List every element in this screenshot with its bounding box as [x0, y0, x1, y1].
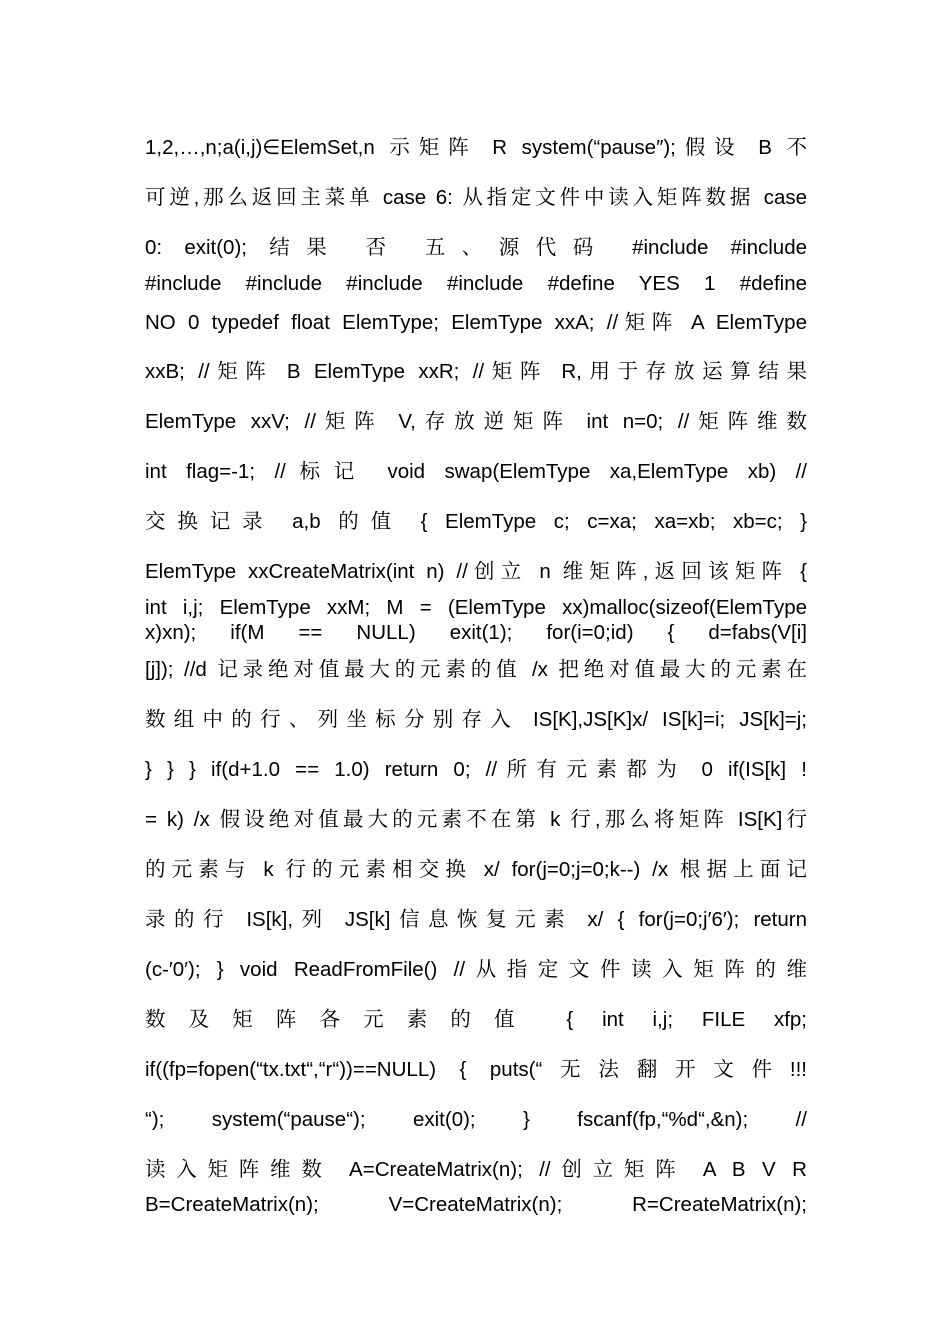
text-line-5: NO 0 typedef float ElemType; ElemType xxA; //矩阵 A ElemType: [145, 311, 807, 334]
text-line-18: 录的行 IS[k],列 JS[k]信息恢复元素 x/ { for(j=0;j′6′); return: [145, 908, 807, 931]
text-line-16: = k) /x 假设绝对值最大的元素不在第 k 行,那么将矩阵 IS[K]行: [145, 808, 807, 831]
text-line-11: int i,j; ElemType xxM; M = (ElemType xx)malloc(sizeof(ElemType: [145, 596, 807, 619]
text-line-2: 可逆,那么返回主菜单 case 6: 从指定文件中读入矩阵数据 case: [145, 186, 807, 209]
text-line-21: if((fp=fopen(“tx.txt“,“r“))==NULL) { puts(“无法翻开文件!!!: [145, 1058, 807, 1081]
text-line-12: x)xn); if(M == NULL) exit(1); for(i=0;id) { d=fabs(V[i]: [145, 621, 807, 644]
text-line-3: 0: exit(0); 结果 否 五、源代码 #include #include: [145, 236, 807, 259]
text-line-19: (c-′0′); } void ReadFromFile() //从指定文件读入矩阵的维: [145, 958, 807, 981]
text-line-9: 交换记录 a,b 的值 { ElemType c; c=xa; xa=xb; xb=c; }: [145, 510, 807, 533]
text-line-6: xxB; //矩阵 B ElemType xxR; //矩阵 R,用于存放运算结果: [145, 360, 807, 383]
text-line-14: 数组中的行、列坐标分别存入 IS[K],JS[K]x/ IS[k]=i; JS[k]=j;: [145, 708, 807, 731]
text-line-23: 读入矩阵维数 A=CreateMatrix(n); //创立矩阵 A B V R: [145, 1158, 807, 1181]
text-line-4: #include #include #include #include #define YES 1 #define: [145, 272, 807, 295]
text-line-22: “); system(“pause“); exit(0); } fscanf(fp,“%d“,&n); //: [145, 1108, 807, 1131]
text-line-10: ElemType xxCreateMatrix(int n) //创立 n 维矩阵,返回该矩阵 {: [145, 560, 807, 583]
text-line-1: 1,2,…,n;a(i,j)∈ElemSet,n 示矩阵 R system(“pause″);假设 B 不: [145, 136, 807, 159]
text-line-8: int flag=-1; //标记 void swap(ElemType xa,ElemType xb) //: [145, 460, 807, 483]
text-line-17: 的元素与 k 行的元素相交换 x/ for(j=0;j=0;k--) /x 根据上面记: [145, 858, 807, 881]
text-line-15: } } } if(d+1.0 == 1.0) return 0; //所有元素都为 0 if(IS[k] !: [145, 758, 807, 781]
text-line-24: B=CreateMatrix(n); V=CreateMatrix(n); R=CreateMatrix(n);: [145, 1193, 807, 1216]
text-line-20: 数及矩阵各元素的值 { int i,j; FILE xfp;: [145, 1008, 807, 1031]
text-line-13: [j]); //d 记录绝对值最大的元素的值 /x 把绝对值最大的元素在: [145, 658, 807, 681]
text-line-7: ElemType xxV; //矩阵 V,存放逆矩阵 int n=0; //矩阵维数: [145, 410, 807, 433]
